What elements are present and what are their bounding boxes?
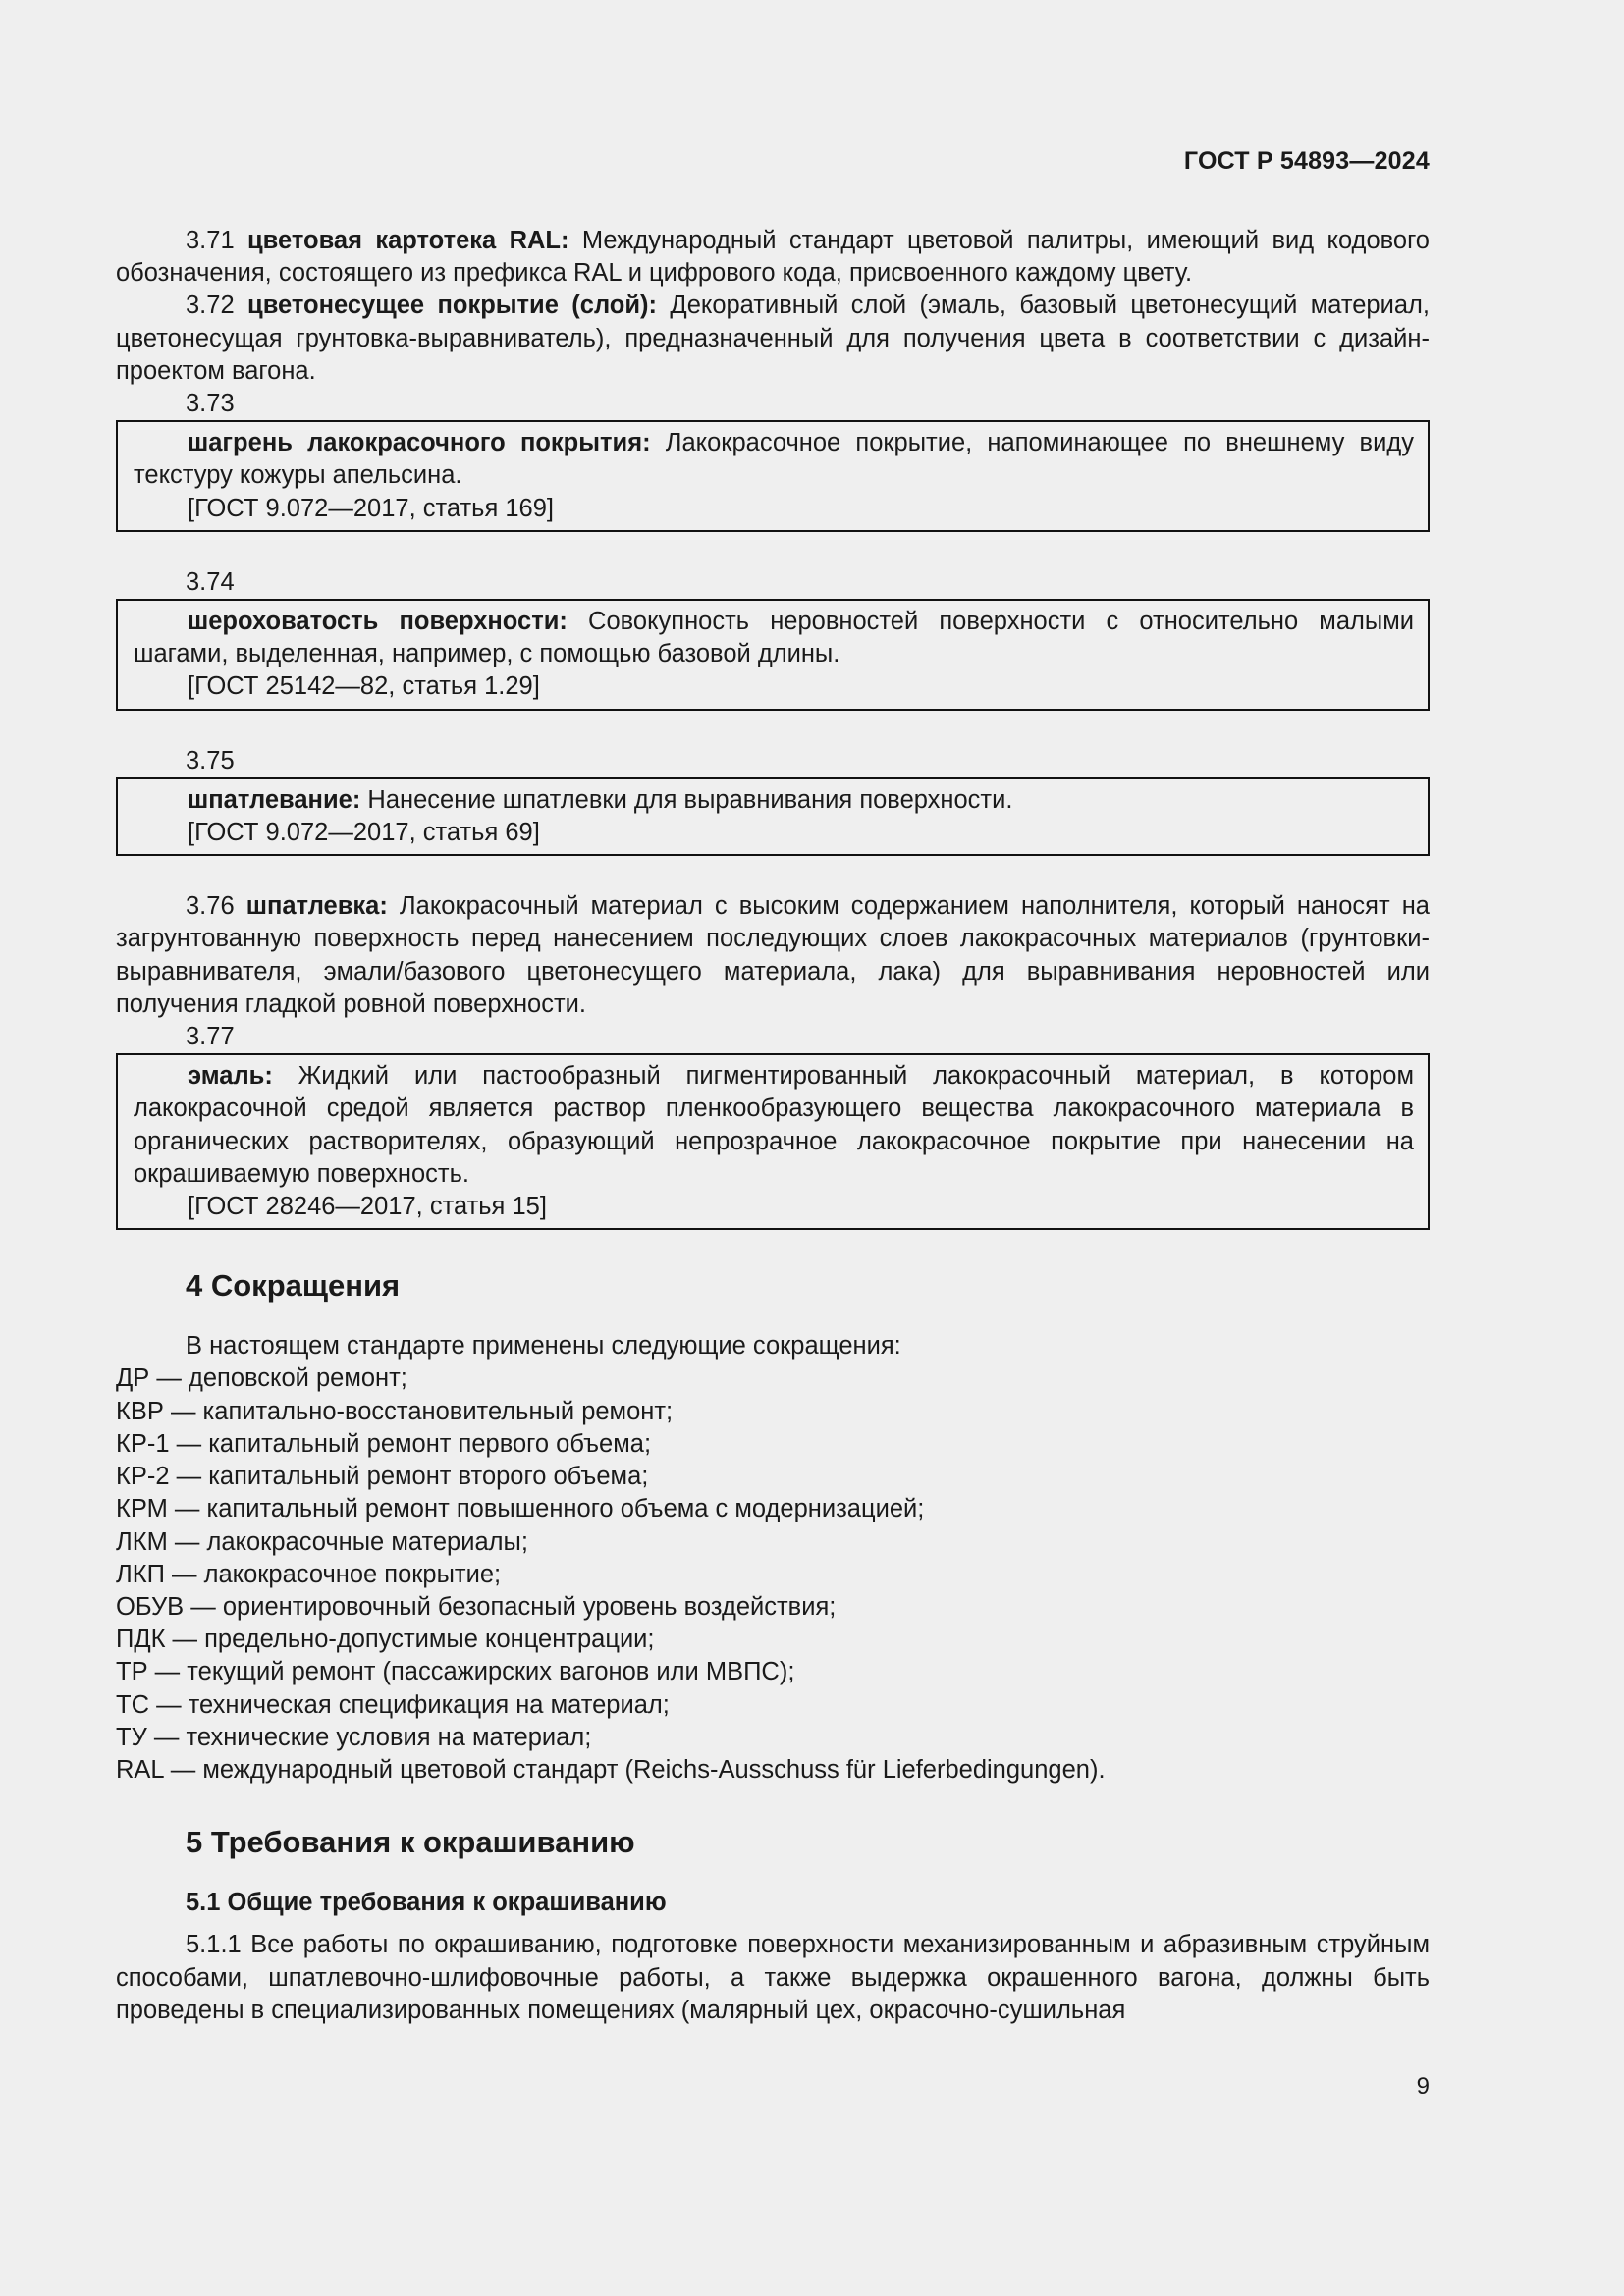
abbreviation-item: КР-1 — капитальный ремонт первого объема; (116, 1429, 652, 1458)
page-number: 9 (1416, 2073, 1430, 2100)
abbreviations-list (116, 1362, 1430, 1787)
term-title: цветонесущее покрытие (слой): (247, 292, 658, 320)
term-source: [ГОСТ 28246—2017, статья 15] (188, 1193, 547, 1221)
abbreviation-item: КВР — капитально-восстановительный ремонт; (116, 1397, 674, 1425)
term-definition: Нанесение шпатлевки для выравнивания поверхности. (367, 785, 1013, 814)
section-5-heading: 5 Требования к окрашиванию (186, 1825, 635, 1860)
section-4-heading: 4 Сокращения (186, 1268, 401, 1304)
abbreviation-item: ОБУВ — ориентировочный безопасный уровень воздействия; (116, 1592, 837, 1621)
term-box-3-75 (116, 777, 1430, 856)
term-body (134, 784, 1414, 817)
paragraph-5-1-1: 5.1.1 Все работы по окрашиванию, подготовке поверхности механизированным и абразивным струйным способами, шпатлевочно-шлифовочные работы, а также выдержка окрашенного вагона, должны быть проведены в специализированных помещениях (малярный цех, окрасочно-сушильная (116, 1931, 1430, 2024)
term-definition: Жидкий или пастообразный пигментированный лакокрасочный материал, в котором лакокрасочной средой является раствор пленкообразующего вещества лакокрасочного материала в органических растворителях, образующий непрозрачное лакокрасочное покрытие при нанесении на окрашиваемую поверхность. (134, 1062, 1414, 1188)
abbreviation-item: ТС — техническая спецификация на материал; (116, 1690, 670, 1719)
term-number: 3.72 (186, 292, 235, 320)
term-title: шагрень лакокрасочного покрытия: (188, 429, 651, 457)
term-number: 3.71 (186, 227, 235, 254)
term-definition: Совокупность неровностей поверхности с относительно малыми шагами, выделенная, например, с помощью базовой длины. (134, 608, 1414, 668)
subsection-5-1-heading: 5.1 Общие требования к окрашиванию (186, 1889, 667, 1917)
abbreviation-item: ДР — деповской ремонт; (116, 1364, 407, 1393)
term-3-72 (116, 290, 1430, 388)
term-title: цветовая картотека RAL: (247, 227, 569, 254)
term-title: шпатлевание: (188, 785, 361, 814)
term-number-3-73: 3.73 (186, 390, 235, 418)
term-box-3-74 (116, 599, 1430, 711)
term-body (134, 1060, 1414, 1191)
term-body (134, 427, 1414, 492)
abbreviation-item: ПДК — предельно-допустимые концентрации; (116, 1626, 655, 1654)
document-header: ГОСТ Р 54893—2024 (1183, 147, 1430, 175)
term-number: 3.76 (186, 892, 235, 921)
abbreviation-item: ТР — текущий ремонт (пассажирских вагонов или МВПС); (116, 1658, 795, 1686)
term-box-3-73 (116, 420, 1430, 532)
term-box-3-77 (116, 1053, 1430, 1230)
abbreviation-item: ТУ — технические условия на материал; (116, 1723, 592, 1751)
page-content (116, 225, 1430, 2027)
abbreviation-item: КРМ — капитальный ремонт повышенного объема с модернизацией; (116, 1495, 925, 1523)
abbreviation-item: ЛКП — лакокрасочное покрытие; (116, 1560, 502, 1588)
term-number-3-75: 3.75 (186, 746, 235, 774)
term-definition: Международный стандарт цветовой палитры, имеющий вид кодового обозначения, состоящего из префикса RAL и цифрового кода, присвоенного каждому цвету. (116, 227, 1430, 288)
term-3-76 (116, 890, 1430, 1021)
term-definition: Декоративный слой (эмаль, базовый цветонесущий материал, цветонесущая грунтовка-выравниватель), предназначенный для получения цвета в соответствии с дизайн-проектом вагона. (116, 292, 1430, 385)
abbreviation-item: КР-2 — капитальный ремонт второго объема; (116, 1463, 649, 1491)
term-number-3-74: 3.74 (186, 567, 235, 596)
term-title: эмаль: (188, 1062, 273, 1091)
term-source: [ГОСТ 9.072—2017, статья 169] (188, 494, 554, 522)
term-title: шероховатость поверхности: (188, 608, 568, 636)
term-source: [ГОСТ 9.072—2017, статья 69] (188, 819, 540, 847)
term-source: [ГОСТ 25142—82, статья 1.29] (188, 672, 540, 701)
term-title: шпатлевка: (245, 892, 388, 921)
term-3-71 (116, 225, 1430, 290)
abbreviation-item: ЛКМ — лакокрасочные материалы; (116, 1527, 528, 1556)
abbreviation-item: RAL — международный цветовой стандарт (Reichs-Ausschuss für Lieferbedingungen). (116, 1755, 1106, 1784)
term-number-3-77: 3.77 (186, 1023, 235, 1051)
term-body (134, 606, 1414, 670)
term-definition: Лакокрасочный материал с высоким содержанием наполнителя, который наносят на загрунтованную поверхность перед нанесением последующих слоев лакокрасочных материалов (грунтовки-выравнивателя, эмали/базового цветонесущего материала, лака) для выравнивания неровностей или получения гладкой ровной поверхности. (116, 892, 1430, 1018)
abbreviations-intro: В настоящем стандарте применены следующие сокращения: (186, 1332, 901, 1361)
term-definition: Лакокрасочное покрытие, напоминающее по внешнему виду текстуру кожуры апельсина. (134, 429, 1414, 490)
